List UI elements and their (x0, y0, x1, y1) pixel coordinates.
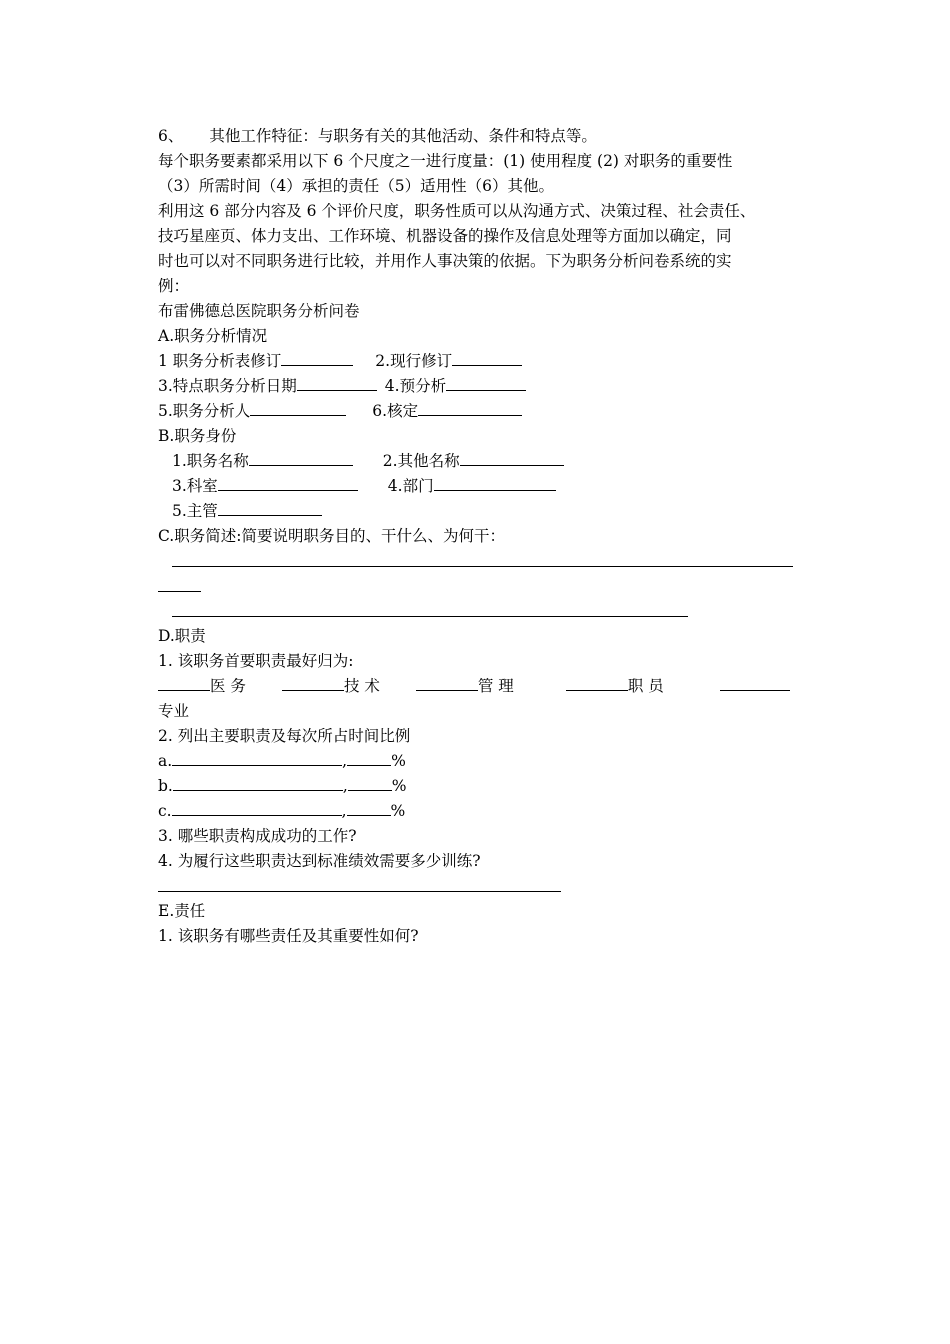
usage-paragraph-line-4: 例： (158, 277, 190, 295)
percent-field[interactable] (347, 800, 391, 816)
duty-item-b (158, 774, 798, 799)
section-a-row-2 (158, 374, 798, 399)
percent-sign: % (391, 752, 406, 770)
item-number: 6、 (158, 127, 184, 145)
usage-paragraph-line-2: 技巧星座页、体力支出、工作环境、机器设备的操作及信息处理等方面加以确定，同 (158, 227, 732, 245)
field-label: 4.预分析 (384, 377, 447, 395)
option-label: 医 务 (210, 677, 246, 695)
field-label: 2.其他名称 (382, 452, 460, 470)
comma: , (341, 802, 347, 820)
section-e-question-1: 1. 该职务有哪些责任及其重要性如何? (158, 927, 419, 945)
answer-line[interactable] (158, 591, 201, 592)
usage-paragraph-line-3: 时也可以对不同职务进行比较，并用作人事决策的依据。下为职务分析问卷系统的实 (158, 252, 732, 270)
section-d-question-3: 3. 哪些职责构成成功的工作? (158, 827, 357, 845)
blank-field[interactable] (172, 750, 342, 766)
blank-field[interactable] (434, 475, 556, 491)
answer-line[interactable] (172, 616, 688, 617)
blank-field[interactable] (172, 800, 342, 816)
item-marker: b. (158, 777, 173, 795)
usage-paragraph-line-1: 利用这 6 部分内容及 6 个评价尺度，职务性质可以从沟通方式、决策过程、社会责任、 (158, 202, 756, 220)
section-d-heading: D.职责 (158, 627, 206, 645)
percent-sign: % (391, 777, 407, 795)
item-text: 其他工作特征：与职务有关的其他活动、条件和特点等。 (209, 127, 597, 145)
blank-field[interactable] (218, 500, 322, 516)
field-label: 5.职务分析人 (158, 402, 251, 420)
section-b-row-1 (172, 449, 812, 474)
section-d-question-4: 4. 为履行这些职责达到标准绩效需要多少训练? (158, 852, 481, 870)
answer-line[interactable] (172, 566, 793, 567)
blank-field[interactable] (566, 675, 628, 691)
duty-item-a (158, 749, 798, 774)
section-b-heading: B.职务身份 (158, 427, 237, 445)
field-label: 3.科室 (172, 477, 218, 495)
blank-field[interactable] (418, 400, 522, 416)
blank-field[interactable] (218, 475, 358, 491)
option-label: 管 理 (477, 677, 514, 695)
field-label: 6.核定 (372, 402, 419, 420)
field-label: 1 职务分析表修订 (158, 352, 282, 370)
duty-category-option-5: 专业 (158, 702, 190, 720)
answer-line[interactable] (158, 891, 561, 892)
percent-field[interactable] (347, 750, 391, 766)
comma: , (342, 777, 348, 795)
percent-sign: % (390, 802, 406, 820)
blank-field[interactable] (720, 675, 790, 691)
item-marker: a. (158, 752, 173, 770)
blank-field[interactable] (416, 675, 478, 691)
field-label: 2.现行修订 (375, 352, 453, 370)
field-label: 4.部门 (387, 477, 434, 495)
blank-field[interactable] (281, 350, 353, 366)
scale-paragraph-line-1: 每个职务要素都采用以下 6 个尺度之一进行度量：(1) 使用程度 (2) 对职务的重要性 (158, 152, 733, 170)
section-b-row-2 (172, 474, 812, 499)
section-b-row-3 (172, 499, 812, 524)
field-label: 1.职务名称 (172, 452, 249, 470)
blank-field[interactable] (446, 375, 526, 391)
field-label: 5.主管 (172, 502, 218, 520)
blank-field[interactable] (173, 775, 343, 791)
section-a-row-1 (158, 349, 798, 374)
scale-paragraph-line-2: （3）所需时间（4）承担的责任（5）适用性（6）其他。 (158, 177, 554, 195)
section-d-question-1: 1. 该职务首要职责最好归为: (158, 652, 354, 670)
duty-item-c (158, 799, 798, 824)
comma: , (342, 752, 348, 770)
percent-field[interactable] (348, 775, 392, 791)
blank-field[interactable] (452, 350, 522, 366)
section-e-heading: E.责任 (158, 902, 206, 920)
duty-category-options (158, 674, 798, 699)
section-a-row-3 (158, 399, 798, 424)
blank-field[interactable] (297, 375, 377, 391)
option-label: 技 术 (343, 677, 380, 695)
item-marker: c. (158, 802, 172, 820)
blank-field[interactable] (460, 450, 564, 466)
blank-field[interactable] (250, 400, 346, 416)
field-label: 3.特点职务分析日期 (158, 377, 297, 395)
option-label: 职 员 (627, 677, 664, 695)
questionnaire-title: 布雷佛德总医院职务分析问卷 (158, 302, 360, 320)
section-c-heading: C.职务简述:简要说明职务目的、干什么、为何干： (158, 527, 505, 545)
intro-item-6 (158, 124, 798, 149)
blank-field[interactable] (158, 675, 210, 691)
blank-field[interactable] (282, 675, 344, 691)
blank-field[interactable] (249, 450, 353, 466)
section-d-question-2: 2. 列出主要职责及每次所占时间比例 (158, 727, 411, 745)
section-a-heading: A.职务分析情况 (158, 327, 268, 345)
